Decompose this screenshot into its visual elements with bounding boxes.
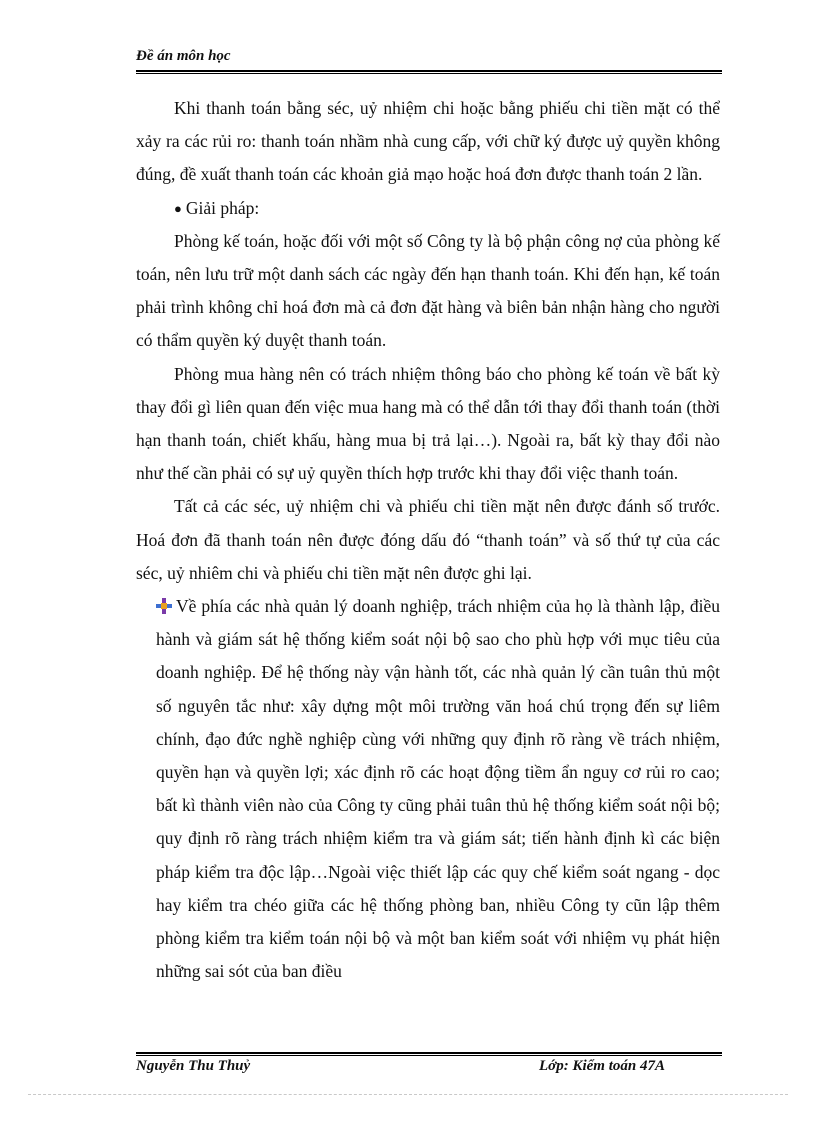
paragraph-management [136,590,720,988]
header-rule [136,70,722,72]
footer-class: Lớp: Kiểm toán 47A [539,1058,665,1074]
bullet-dot-icon: ● [174,200,182,216]
page-header-title: Đề án môn học [136,48,231,64]
paragraph-risks: Khi thanh toán bằng séc, uỷ nhiệm chi hoặc bằng phiếu chi tiền mặt có thể xảy ra các rủi ro: thanh toán nhầm nhà cung cấp, với chữ ký được uỷ quyền không đúng, đề xuất thanh toán các khoản giả mạo hoặc hoá đơn được thanh toán 2 lần. [136,98,720,185]
bullet-solution-label: Giải pháp: [185,197,260,218]
paragraph-numbering: Tất cả các séc, uỷ nhiệm chi và phiếu chi tiền mặt nên được đánh số trước. Hoá đơn đã thanh toán nên được đóng dấu đó “thanh toán” và số thứ tự của các séc, uỷ nhiêm chi và phiếu chi tiền mặt nên được ghi lại. [136,496,720,583]
header-rule-thin [136,73,722,74]
paragraph-purchasing-dept: Phòng mua hàng nên có trách nhiệm thông báo cho phòng kế toán về bất kỳ thay đổi gì liên quan đến việc mua hang mà có thể dẫn tới thay đổi thanh toán (thời hạn thanh toán, chiết khấu, hàng mua bị trả lại…). Ngoài ra, bất kỳ thay đổi nào như thế cần phải có sự uỷ quyền thích hợp trước khi thay đổi việc thanh toán. [136,363,720,484]
document-body [136,92,720,988]
footer-rule [136,1052,722,1054]
four-point-star-bullet-icon [156,598,172,614]
page-break-line [28,1094,788,1095]
bullet-solution [136,192,720,225]
paragraph-management-text: Về phía các nhà quản lý doanh nghiệp, trách nhiệm của họ là thành lập, điều hành và giám sát hệ thống kiểm soát nội bộ sao cho phù hợp với mục tiêu của doanh nghiệp. Để hệ thống này vận hành tốt, các nhà quản lý cần tuân thủ một số nguyên tắc như: xây dựng một môi trường văn hoá chú trọng đến sự liêm chính, đạo đức nghề nghiệp cùng với những quy định rõ ràng về trách nhiệm, quyền hạn và quyền lợi; xác định rõ các hoạt động tiềm ẩn nguy cơ rủi ro cao; bất kì thành viên nào của Công ty cũng phải tuân thủ hệ thống kiểm soát nội bộ; quy định rõ ràng trách nhiệm kiểm tra và giám sát; tiến hành định kì các biện pháp kiểm tra độc lập…Ngoài việc thiết lập các quy chế kiểm soát ngang - dọc hay kiểm tra chéo giữa các hệ thống phòng ban, nhiều Công ty cũn lập thêm phòng kiểm tra kiểm toán nội bộ và một ban kiểm soát với nhiệm vụ phát hiện những sai sót của ban điều [156,596,720,982]
footer-author: Nguyễn Thu Thuỷ [136,1058,251,1074]
footer-rule-thin [136,1055,722,1056]
paragraph-accounting-dept: Phòng kế toán, hoặc đối với một số Công ty là bộ phận công nợ của phòng kế toán, nên lưu trữ một danh sách các ngày đến hạn thanh toán. Khi đến hạn, kế toán phải trình không chỉ hoá đơn mà cả đơn đặt hàng và biên bản nhận hàng cho người có thẩm quyền ký duyệt thanh toán. [136,230,720,351]
